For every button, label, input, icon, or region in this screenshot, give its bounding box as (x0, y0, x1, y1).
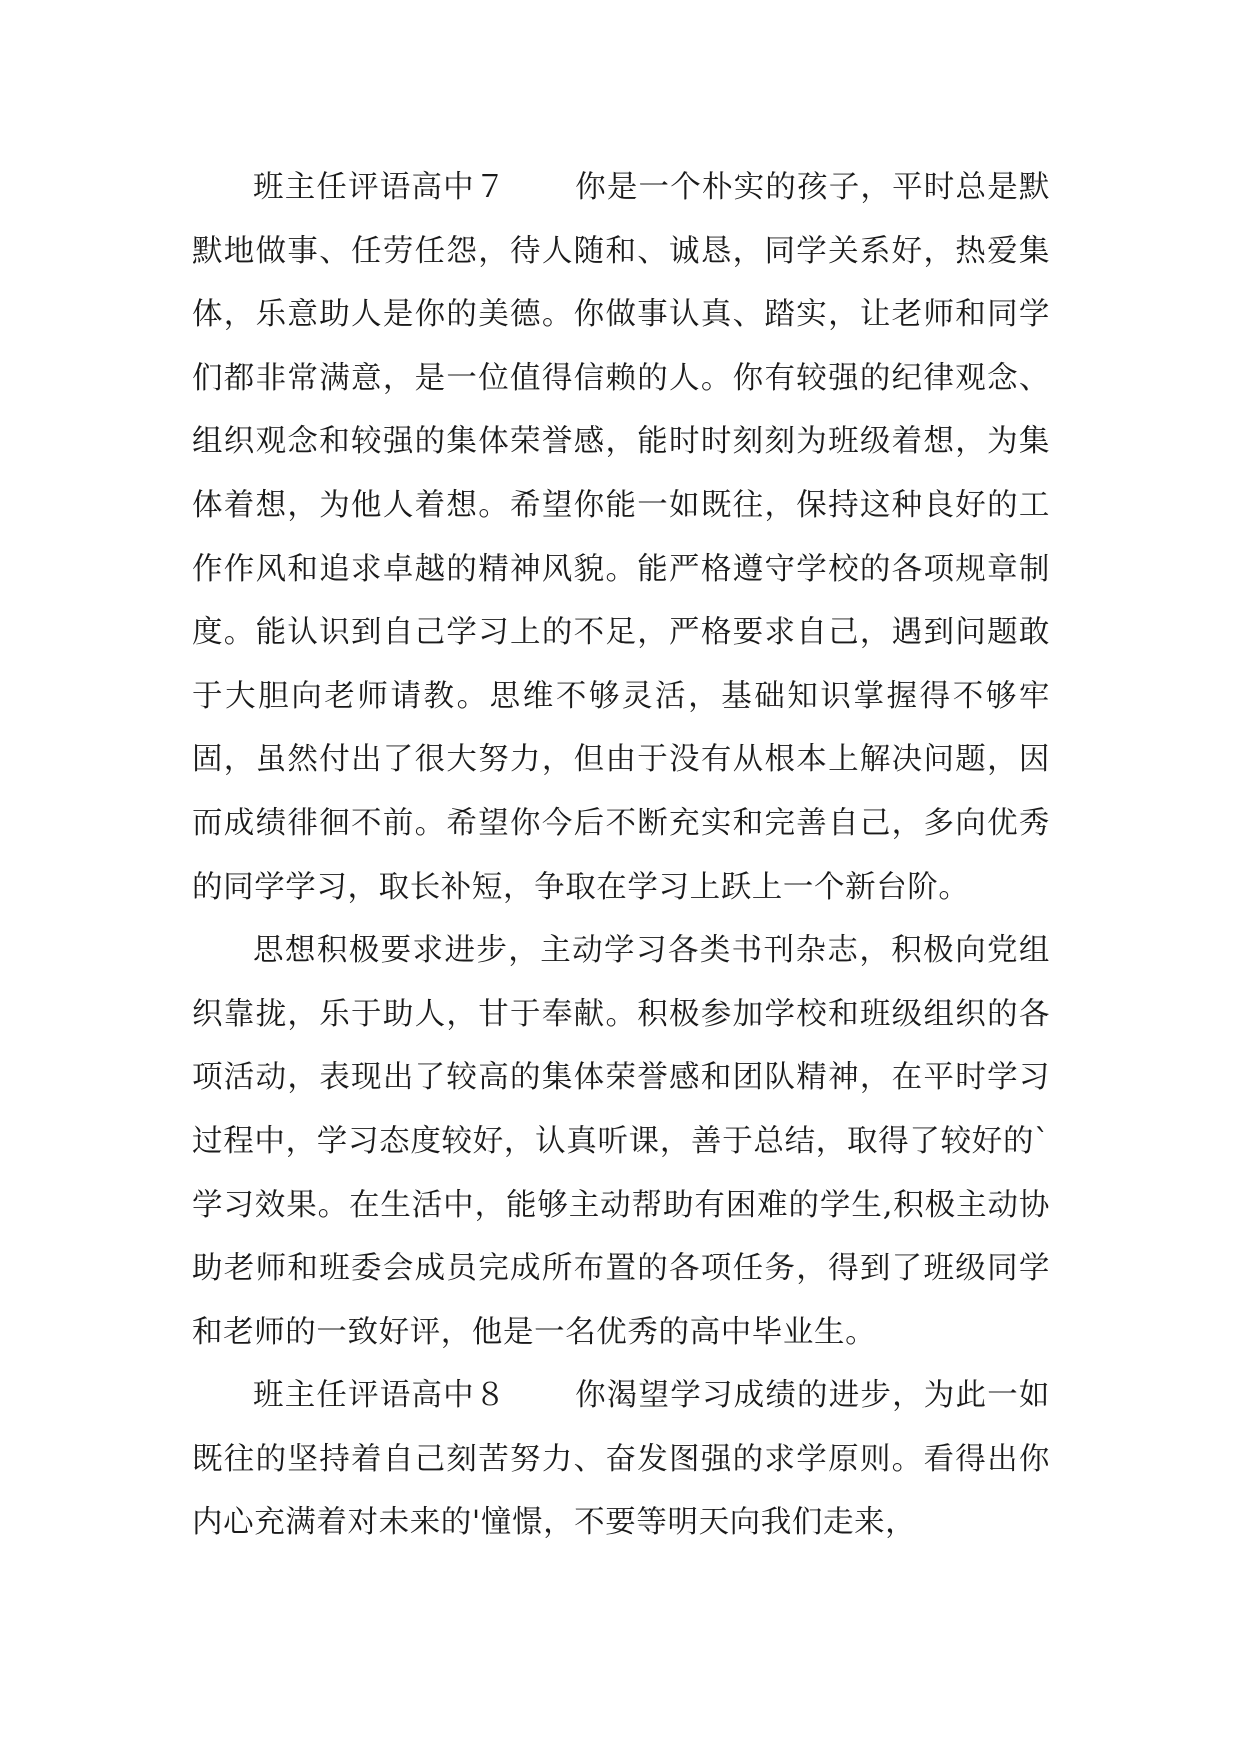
paragraph-text: 思想积极要求进步，主动学习各类书刊杂志，积极向党组织靠拢，乐于助人，甘于奉献。积极参加学校和班级组织的各项活动，表现出了较高的集体荣誉感和团队精神，在平时学习过程中，学习态度较好，认真听课，善于总结，取得了较好的`学习效果。在生活中，能够主动帮助有困难的学生,积极主动协助老师和班委会成员完成所布置的各项任务，得到了班级同学和老师的一致好评，他是一名优秀的高中毕业生。 (192, 933, 1050, 1350)
paragraph-comment-7 (192, 156, 1050, 919)
paragraph-text: 你是一个朴实的孩子，平时总是默默地做事、任劳任怨，待人随和、诚恳，同学关系好，热爱集体，乐意助人是你的美德。你做事认真、踏实，让老师和同学们都非常满意，是一位值得信赖的人。你有较强的纪律观念、组织观念和较强的集体荣誉感，能时时刻刻为班级着想，为集体着想，为他人着想。希望你能一如既往，保持这种良好的工作作风和追求卓越的精神风貌。能严格遵守学校的各项规章制度。能认识到自己学习上的不足，严格要求自己，遇到问题敢于大胆向老师请教。思维不够灵活，基础知识掌握得不够牢固，虽然付出了很大努力，但由于没有从根本上解决问题，因而成绩徘徊不前。希望你今后不断充实和完善自己，多向优秀的同学学习，取长补短，争取在学习上跃上一个新台阶。 (192, 170, 1050, 905)
document-body (192, 156, 1050, 1555)
paragraph-comment-8 (192, 1364, 1050, 1555)
paragraph-graduate-evaluation (192, 919, 1050, 1364)
section-heading-7: 班主任评语高中７ (253, 170, 507, 205)
paragraph-text: 你渴望学习成绩的进步，为此一如既往的坚持着自己刻苦努力、奋发图强的求学原则。看得出你内心充满着对未来的'憧憬，不要等明天向我们走来， (192, 1378, 1050, 1541)
section-heading-8: 班主任评语高中８ (253, 1378, 507, 1414)
